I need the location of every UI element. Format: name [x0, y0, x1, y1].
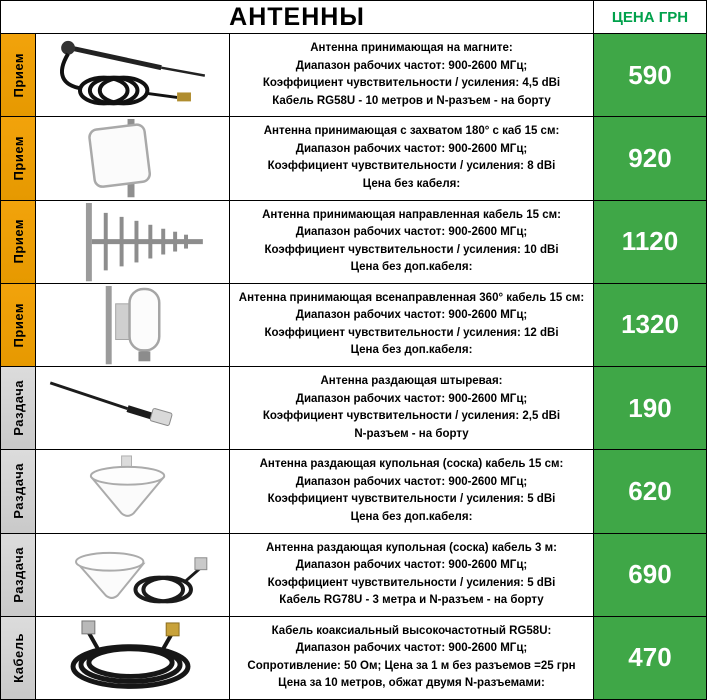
category-label-text: Прием [10, 219, 26, 264]
product-image-cell [36, 201, 230, 284]
category-label-text: Прием [10, 52, 26, 98]
description-line: Коэффициент чувствительности / усиления: 5 dBi [267, 493, 556, 506]
description-line: Коэффициент чувствительности / усиления: 10 dBi [264, 243, 559, 256]
product-description [230, 367, 594, 450]
price-value: 1120 [594, 201, 707, 284]
description-line: Антенна принимающая на магните: [310, 42, 513, 55]
whip-antenna-image [36, 367, 229, 449]
description-line: Цена без доп.кабеля: [350, 261, 473, 274]
description-line: Диапазон рабочих частот: 900-2600 МГц; [295, 559, 528, 572]
description-line: Антенна раздающая купольная (соска) кабель 15 см: [259, 458, 564, 471]
description-line: Коэффициент чувствительности / усиления: 12 dBi [264, 326, 559, 339]
description-line: Диапазон рабочих частот: 900-2600 МГц; [295, 392, 528, 405]
category-label-razdacha [1, 534, 36, 617]
description-line: N-разъем - на борту [354, 427, 469, 440]
category-label-text: Прием [10, 136, 26, 181]
price-value: 1320 [594, 284, 707, 367]
description-line: Диапазон рабочих частот: 900-2600 МГц; [295, 475, 528, 488]
page-title: АНТЕННЫ [1, 1, 594, 34]
category-label-text: Прием [10, 302, 26, 348]
description-line: Кабель RG58U - 10 метров и N-разъем - на борту [272, 94, 551, 107]
product-description [230, 284, 594, 367]
coax-cable-coil-image [36, 617, 229, 699]
category-label-priem [1, 117, 36, 200]
product-description [230, 450, 594, 533]
description-line: Цена без доп.кабеля: [350, 344, 473, 357]
description-line: Цена за 10 метров, обжат двумя N-разъемами: [278, 677, 545, 690]
category-label-text: Раздача [10, 546, 26, 603]
description-line: Диапазон рабочих частот: 900-2600 МГц; [295, 309, 528, 322]
description-line: Антенна раздающая купольная (соска) кабель 3 м: [266, 541, 557, 554]
category-label-priem [1, 201, 36, 284]
price-value: 470 [594, 617, 707, 700]
product-description [230, 617, 594, 700]
category-label-priem [1, 284, 36, 367]
category-label-text: Кабель [10, 632, 26, 683]
description-line: Диапазон рабочих частот: 900-2600 МГц; [295, 226, 528, 239]
category-label-razdacha [1, 450, 36, 533]
description-line: Кабель коаксиальный высокочастотный RG58U: [271, 624, 552, 637]
price-value: 190 [594, 367, 707, 450]
description-line: Кабель RG78U - 3 метра и N-разъем - на борту [279, 594, 544, 607]
directional-antenna-image [36, 201, 229, 283]
description-line: Диапазон рабочих частот: 900-2600 МГц; [295, 142, 528, 155]
product-description [230, 117, 594, 200]
price-value: 690 [594, 534, 707, 617]
product-image-cell [36, 534, 230, 617]
product-description [230, 201, 594, 284]
description-line: Коэффициент чувствительности / усиления: 8 dBi [267, 160, 556, 173]
category-label-kabel [1, 617, 36, 700]
product-description [230, 34, 594, 117]
omni-antenna-image [36, 284, 229, 366]
category-label-text: Раздача [10, 463, 26, 520]
magnetic-whip-antenna-image [36, 34, 229, 116]
price-value: 920 [594, 117, 707, 200]
product-image-cell [36, 617, 230, 700]
price-value: 590 [594, 34, 707, 117]
product-image-cell [36, 117, 230, 200]
description-line: Сопротивление: 50 Ом; Цена за 1 м без разъемов =25 грн [247, 659, 576, 672]
description-line: Антенна принимающая всенаправленная 360° кабель 15 см: [238, 291, 585, 304]
price-column-header: ЦЕНА ГРН [594, 1, 707, 34]
description-line: Цена без доп.кабеля: [350, 510, 473, 523]
panel-antenna-image [36, 117, 229, 199]
description-line: Антенна принимающая направленная кабель 15 см: [262, 208, 561, 221]
description-line: Диапазон рабочих частот: 900-2600 МГц; [295, 59, 528, 72]
description-line: Коэффициент чувствительности / усиления: 2,5 dBi [262, 410, 561, 423]
price-value: 620 [594, 450, 707, 533]
category-label-text: Раздача [10, 380, 26, 437]
product-image-cell [36, 34, 230, 117]
dome-antenna-image [36, 450, 229, 532]
product-image-cell [36, 450, 230, 533]
description-line: Антенна раздающая штыревая: [320, 375, 503, 388]
category-label-razdacha [1, 367, 36, 450]
description-line: Коэффициент чувствительности / усиления: 4,5 dBi [262, 77, 561, 90]
description-line: Антенна принимающая с захватом 180° с каб 15 см: [263, 125, 560, 138]
product-image-cell [36, 367, 230, 450]
description-line: Коэффициент чувствительности / усиления: 5 dBi [267, 576, 556, 589]
product-image-cell [36, 284, 230, 367]
category-label-priem [1, 34, 36, 117]
product-description [230, 534, 594, 617]
description-line: Цена без кабеля: [362, 177, 461, 190]
dome-antenna-cable-image [36, 534, 229, 616]
description-line: Диапазон рабочих частот: 900-2600 МГц; [295, 642, 528, 655]
